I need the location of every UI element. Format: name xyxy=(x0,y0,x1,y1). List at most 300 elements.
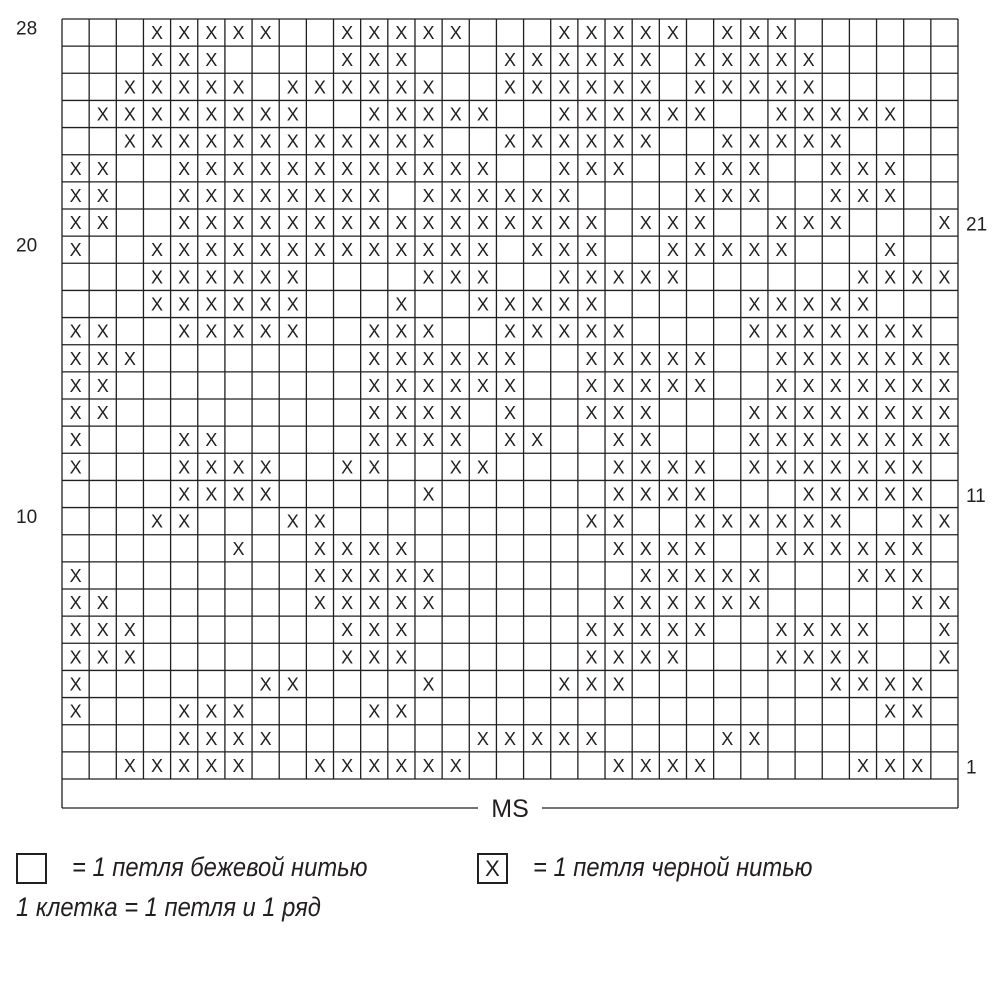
cell-x-mark: X xyxy=(476,185,489,206)
cell-x-mark: X xyxy=(178,701,191,722)
cell-x-mark: X xyxy=(313,593,326,614)
cell-x-mark: X xyxy=(286,240,299,261)
cell-x-mark: X xyxy=(449,240,462,261)
cell-x-mark: X xyxy=(205,321,218,342)
cell-x-mark: X xyxy=(368,375,381,396)
cell-x-mark: X xyxy=(666,593,679,614)
cell-x-mark: X xyxy=(368,131,381,152)
cell-x-mark: X xyxy=(612,321,625,342)
cell-x-mark: X xyxy=(748,321,761,342)
cell-x-mark: X xyxy=(341,593,354,614)
cell-x-mark: X xyxy=(178,240,191,261)
cell-x-mark: X xyxy=(476,348,489,369)
cell-x-mark: X xyxy=(476,213,489,234)
cell-x-mark: X xyxy=(694,620,707,641)
cell-x-mark: X xyxy=(829,511,842,532)
cell-x-mark: X xyxy=(829,294,842,315)
cell-x-mark: X xyxy=(612,430,625,451)
cell-x-mark: X xyxy=(612,403,625,424)
cell-x-mark: X xyxy=(178,77,191,98)
cell-x-mark: X xyxy=(69,647,82,668)
cell-x-mark: X xyxy=(775,620,788,641)
cell-x-mark: X xyxy=(503,131,517,152)
cell-x-mark: X xyxy=(178,158,191,179)
cell-x-mark: X xyxy=(205,131,218,152)
cell-x-mark: X xyxy=(368,158,381,179)
cell-x-mark: X xyxy=(395,647,408,668)
cell-x-mark: X xyxy=(313,131,326,152)
cell-x-mark: X xyxy=(69,321,82,342)
cell-x-mark: X xyxy=(531,185,544,206)
cell-x-mark: X xyxy=(422,755,435,776)
cell-x-mark: X xyxy=(748,403,761,424)
cell-x-mark: X xyxy=(395,158,408,179)
cell-x-mark: X xyxy=(802,77,815,98)
cell-x-mark: X xyxy=(829,131,842,152)
cell-x-mark: X xyxy=(775,131,788,152)
cell-x-mark: X xyxy=(639,457,652,478)
cell-x-mark: X xyxy=(286,77,299,98)
cell-x-mark: X xyxy=(259,158,272,179)
cell-x-mark: X xyxy=(748,240,761,261)
cell-x-mark: X xyxy=(884,267,897,288)
cell-x-mark: X xyxy=(232,701,245,722)
cell-x-mark: X xyxy=(585,511,598,532)
cell-x-mark: X xyxy=(856,294,869,315)
cell-x-mark: X xyxy=(558,158,571,179)
cell-x-mark: X xyxy=(775,294,788,315)
cell-x-mark: X xyxy=(259,104,272,125)
cell-x-mark: X xyxy=(151,240,164,261)
cell-x-mark: X xyxy=(368,565,381,586)
cell-x-mark: X xyxy=(639,565,652,586)
cell-x-mark: X xyxy=(884,565,897,586)
cell-x-mark: X xyxy=(341,185,354,206)
cell-x-mark: X xyxy=(259,185,272,206)
cell-x-mark: X xyxy=(938,375,951,396)
cell-x-mark: X xyxy=(449,23,462,44)
cell-x-mark: X xyxy=(721,77,734,98)
cell-x-mark: X xyxy=(829,185,842,206)
cell-x-mark: X xyxy=(558,240,571,261)
cell-x-mark: X xyxy=(666,104,679,125)
cell-x-mark: X xyxy=(829,375,842,396)
cell-x-mark: X xyxy=(449,375,462,396)
cell-x-mark: X xyxy=(178,50,191,71)
cell-x-mark: X xyxy=(694,457,707,478)
cell-x-mark: X xyxy=(341,131,354,152)
cell-x-mark: X xyxy=(775,511,788,532)
cell-x-mark: X xyxy=(775,321,788,342)
cell-x-mark: X xyxy=(205,755,218,776)
cell-x-mark: X xyxy=(395,131,408,152)
cell-x-mark: X xyxy=(259,728,272,749)
cell-x-mark: X xyxy=(96,213,109,234)
cell-x-mark: X xyxy=(151,104,164,125)
cell-x-mark: X xyxy=(829,457,842,478)
cell-x-mark: X xyxy=(368,538,381,559)
cell-x-mark: X xyxy=(585,213,598,234)
cell-x-mark: X xyxy=(775,213,788,234)
cell-x-mark: X xyxy=(856,484,869,505)
cell-x-mark: X xyxy=(395,23,408,44)
cell-x-mark: X xyxy=(829,403,842,424)
cell-x-mark: X xyxy=(422,23,435,44)
cell-x-mark: X xyxy=(313,213,326,234)
cell-x-mark: X xyxy=(585,294,598,315)
cell-x-mark: X xyxy=(205,457,218,478)
cell-x-mark: X xyxy=(341,457,354,478)
cell-x-mark: X xyxy=(666,267,679,288)
cell-x-mark: X xyxy=(503,321,517,342)
cell-x-mark: X xyxy=(856,538,869,559)
cell-x-mark: X xyxy=(205,104,218,125)
cell-x-mark: X xyxy=(178,457,191,478)
cell-x-mark: X xyxy=(802,457,815,478)
cell-x-mark: X xyxy=(884,403,897,424)
cell-x-mark: X xyxy=(286,511,299,532)
row-label-left: 20 xyxy=(16,235,38,257)
cell-x-mark: X xyxy=(368,403,381,424)
cell-x-mark: X xyxy=(313,755,326,776)
cell-x-mark: X xyxy=(205,213,218,234)
cell-x-mark: X xyxy=(178,321,191,342)
cell-x-mark: X xyxy=(96,620,109,641)
cell-x-mark: X xyxy=(748,565,761,586)
cell-x-mark: X xyxy=(151,23,164,44)
cell-x-mark: X xyxy=(422,674,435,695)
cell-x-mark: X xyxy=(585,23,598,44)
cell-x-mark: X xyxy=(829,538,842,559)
cell-x-mark: X xyxy=(368,457,381,478)
cell-x-mark: X xyxy=(503,348,517,369)
cell-x-mark: X xyxy=(802,348,815,369)
cell-x-mark: X xyxy=(911,267,924,288)
cell-x-mark: X xyxy=(748,23,761,44)
cell-x-mark: X xyxy=(232,267,245,288)
cell-x-mark: X xyxy=(639,538,652,559)
cell-x-mark: X xyxy=(178,23,191,44)
cell-x-mark: X xyxy=(775,647,788,668)
cell-x-mark: X xyxy=(368,23,381,44)
cell-x-mark: X xyxy=(449,348,462,369)
cell-x-mark: X xyxy=(666,240,679,261)
cell-x-mark: X xyxy=(123,647,136,668)
cell-x-mark: X xyxy=(558,728,571,749)
cell-x-mark: X xyxy=(449,213,462,234)
cell-x-mark: X xyxy=(395,213,408,234)
cell-x-mark: X xyxy=(205,23,218,44)
cell-x-mark: X xyxy=(612,23,625,44)
cell-x-mark: X xyxy=(151,294,164,315)
cell-x-mark: X xyxy=(69,213,82,234)
cell-x-mark: X xyxy=(395,701,408,722)
cell-x-mark: X xyxy=(178,104,191,125)
cell-x-mark: X xyxy=(286,185,299,206)
cell-x-mark: X xyxy=(612,511,625,532)
cell-x-mark: X xyxy=(422,267,435,288)
cell-x-mark: X xyxy=(694,511,707,532)
cell-x-mark: X xyxy=(639,77,652,98)
cell-x-mark: X xyxy=(558,294,571,315)
cell-x-mark: X xyxy=(205,50,218,71)
cell-x-mark: X xyxy=(775,23,788,44)
cell-x-mark: X xyxy=(802,403,815,424)
cell-x-mark: X xyxy=(476,104,489,125)
cell-x-mark: X xyxy=(585,403,598,424)
cell-x-mark: X xyxy=(476,294,489,315)
cell-x-mark: X xyxy=(341,23,354,44)
cell-x-mark: X xyxy=(123,77,136,98)
cell-x-mark: X xyxy=(422,484,435,505)
cell-x-mark: X xyxy=(694,158,707,179)
cell-x-mark: X xyxy=(286,131,299,152)
cell-x-mark: X xyxy=(368,213,381,234)
cell-x-mark: X xyxy=(802,50,815,71)
cell-x-mark: X xyxy=(531,50,544,71)
cell-x-mark: X xyxy=(151,77,164,98)
legend-empty-swatch xyxy=(16,853,47,884)
cell-x-mark: X xyxy=(368,77,381,98)
cell-x-mark: X xyxy=(476,267,489,288)
cell-x-mark: X xyxy=(449,430,462,451)
cell-x-mark: X xyxy=(612,647,625,668)
cell-x-mark: X xyxy=(911,538,924,559)
cell-x-mark: X xyxy=(151,131,164,152)
cell-x-mark: X xyxy=(748,77,761,98)
cell-x-mark: X xyxy=(449,185,462,206)
cell-x-mark: X xyxy=(69,701,82,722)
cell-x-mark: X xyxy=(259,131,272,152)
cell-x-mark: X xyxy=(123,104,136,125)
cell-x-mark: X xyxy=(802,647,815,668)
cell-x-mark: X xyxy=(911,348,924,369)
cell-x-mark: X xyxy=(368,430,381,451)
cell-x-mark: X xyxy=(558,213,571,234)
cell-x-mark: X xyxy=(205,294,218,315)
legend-x-swatch xyxy=(477,853,508,884)
bottom-label-ms: MS xyxy=(491,795,529,823)
cell-x-mark: X xyxy=(666,213,679,234)
cell-x-mark: X xyxy=(585,728,598,749)
cell-x-mark: X xyxy=(721,131,734,152)
cell-x-mark: X xyxy=(884,375,897,396)
row-label-left: 28 xyxy=(16,18,38,40)
cell-x-mark: X xyxy=(639,755,652,776)
cell-x-mark: X xyxy=(341,158,354,179)
cell-x-mark: X xyxy=(829,430,842,451)
cell-x-mark: X xyxy=(259,484,272,505)
cell-x-mark: X xyxy=(395,538,408,559)
cell-x-mark: X xyxy=(286,213,299,234)
cell-x-mark: X xyxy=(531,294,544,315)
cell-x-mark: X xyxy=(639,484,652,505)
cell-x-mark: X xyxy=(775,240,788,261)
cell-x-mark: X xyxy=(449,158,462,179)
cell-x-mark: X xyxy=(639,348,652,369)
cell-x-mark: X xyxy=(449,104,462,125)
cell-x-mark: X xyxy=(585,131,598,152)
cell-x-mark: X xyxy=(368,104,381,125)
cell-x-mark: X xyxy=(856,674,869,695)
cell-x-mark: X xyxy=(911,457,924,478)
cell-x-mark: X xyxy=(802,430,815,451)
cell-x-mark: X xyxy=(503,185,517,206)
cell-x-mark: X xyxy=(585,321,598,342)
cell-x-mark: X xyxy=(829,104,842,125)
cell-x-mark: X xyxy=(612,538,625,559)
cell-x-mark: X xyxy=(341,50,354,71)
legend-empty-text: = 1 петля бежевой нитью xyxy=(72,852,368,882)
legend-x-text: = 1 петля черной нитью xyxy=(533,852,813,882)
cell-x-mark: X xyxy=(341,755,354,776)
cell-x-mark: X xyxy=(911,321,924,342)
cell-x-mark: X xyxy=(69,348,82,369)
cell-x-mark: X xyxy=(69,430,82,451)
cell-x-mark: X xyxy=(286,294,299,315)
row-label-left: 10 xyxy=(16,507,38,529)
cell-x-mark: X xyxy=(748,294,761,315)
cell-x-mark: X xyxy=(531,321,544,342)
cell-x-mark: X xyxy=(911,430,924,451)
cell-x-mark: X xyxy=(69,403,82,424)
cell-x-mark: X xyxy=(531,430,544,451)
cell-x-mark: X xyxy=(422,403,435,424)
cell-x-mark: X xyxy=(829,674,842,695)
cell-x-mark: X xyxy=(802,620,815,641)
cell-x-mark: X xyxy=(639,50,652,71)
cell-x-mark: X xyxy=(694,185,707,206)
bottom-bracket xyxy=(62,779,958,823)
cell-x-mark: X xyxy=(259,213,272,234)
row-label-right: 1 xyxy=(966,757,977,779)
cell-x-mark: X xyxy=(232,728,245,749)
cell-x-mark: X xyxy=(558,674,571,695)
cell-x-mark: X xyxy=(205,77,218,98)
cell-x-mark: X xyxy=(422,348,435,369)
cell-x-mark: X xyxy=(178,267,191,288)
cell-x-mark: X xyxy=(395,375,408,396)
cell-x-mark: X xyxy=(395,104,408,125)
cell-x-mark: X xyxy=(829,348,842,369)
cell-x-mark: X xyxy=(612,267,625,288)
cell-x-mark: X xyxy=(694,593,707,614)
cell-x-mark: X xyxy=(694,50,707,71)
cell-x-mark: X xyxy=(69,565,82,586)
cell-x-mark: X xyxy=(748,158,761,179)
cell-x-mark: X xyxy=(694,565,707,586)
cell-x-mark: X xyxy=(313,565,326,586)
cell-x-mark: X xyxy=(884,538,897,559)
cell-x-mark: X xyxy=(123,755,136,776)
cell-x-mark: X xyxy=(612,131,625,152)
cell-x-mark: X xyxy=(775,77,788,98)
cell-x-mark: X xyxy=(151,755,164,776)
cell-x-mark: X xyxy=(232,213,245,234)
cell-x-mark: X xyxy=(286,158,299,179)
cell-x-mark: X xyxy=(666,647,679,668)
cell-x-mark: X xyxy=(775,457,788,478)
cell-x-mark: X xyxy=(232,294,245,315)
cell-x-mark: X xyxy=(884,484,897,505)
cell-x-mark: X xyxy=(395,294,408,315)
cell-x-mark: X xyxy=(938,348,951,369)
cell-x-mark: X xyxy=(558,267,571,288)
cell-x-mark: X xyxy=(96,185,109,206)
cell-x-mark: X xyxy=(178,430,191,451)
cell-x-mark: X xyxy=(639,620,652,641)
cell-x-mark: X xyxy=(286,267,299,288)
cell-x-mark: X xyxy=(232,538,245,559)
cell-x-mark: X xyxy=(884,755,897,776)
cell-x-mark: X xyxy=(612,674,625,695)
cell-x-mark: X xyxy=(585,348,598,369)
cell-x-mark: X xyxy=(938,403,951,424)
cell-x-mark: X xyxy=(856,375,869,396)
cell-x-mark: X xyxy=(205,484,218,505)
cell-x-mark: X xyxy=(721,185,734,206)
cell-x-mark: X xyxy=(259,674,272,695)
cell-x-mark: X xyxy=(96,647,109,668)
cell-x-mark: X xyxy=(856,267,869,288)
cell-x-mark: X xyxy=(205,185,218,206)
cell-x-mark: X xyxy=(96,593,109,614)
cell-x-mark: X xyxy=(612,104,625,125)
cell-x-mark: X xyxy=(69,457,82,478)
cell-x-mark: X xyxy=(531,213,544,234)
cell-x-mark: X xyxy=(856,565,869,586)
cell-x-mark: X xyxy=(612,158,625,179)
cell-x-mark: X xyxy=(232,158,245,179)
cell-x-mark: X xyxy=(558,23,571,44)
cell-x-mark: X xyxy=(123,131,136,152)
cell-x-mark: X xyxy=(585,620,598,641)
cell-x-mark: X xyxy=(612,77,625,98)
cell-x-mark: X xyxy=(313,538,326,559)
cell-x-mark: X xyxy=(341,77,354,98)
cell-x-mark: X xyxy=(938,267,951,288)
cell-x-mark: X xyxy=(205,240,218,261)
cell-x-mark: X xyxy=(639,213,652,234)
cell-x-mark: X xyxy=(694,538,707,559)
cell-x-mark: X xyxy=(802,294,815,315)
cell-x-mark: X xyxy=(802,321,815,342)
cell-x-mark: X xyxy=(775,403,788,424)
cell-x-mark: X xyxy=(178,294,191,315)
cell-x-mark: X xyxy=(829,213,842,234)
cell-x-mark: X xyxy=(639,647,652,668)
cell-x-mark: X xyxy=(856,185,869,206)
cell-x-mark: X xyxy=(69,240,82,261)
cell-x-mark: X xyxy=(178,185,191,206)
cell-x-mark: X xyxy=(911,674,924,695)
cell-x-mark: X xyxy=(911,375,924,396)
cell-x-mark: X xyxy=(694,755,707,776)
cell-x-mark: X xyxy=(585,240,598,261)
cell-x-mark: X xyxy=(96,158,109,179)
cell-x-mark: X xyxy=(585,77,598,98)
cell-x-mark: X xyxy=(802,213,815,234)
cell-x-mark: X xyxy=(585,104,598,125)
cell-x-mark: X xyxy=(96,104,109,125)
cell-x-mark: X xyxy=(829,484,842,505)
cell-x-mark: X xyxy=(884,321,897,342)
cell-x-mark: X xyxy=(341,565,354,586)
cell-x-mark: X xyxy=(911,565,924,586)
cell-x-mark: X xyxy=(884,185,897,206)
cell-x-mark: X xyxy=(694,348,707,369)
cell-x-mark: X xyxy=(205,267,218,288)
